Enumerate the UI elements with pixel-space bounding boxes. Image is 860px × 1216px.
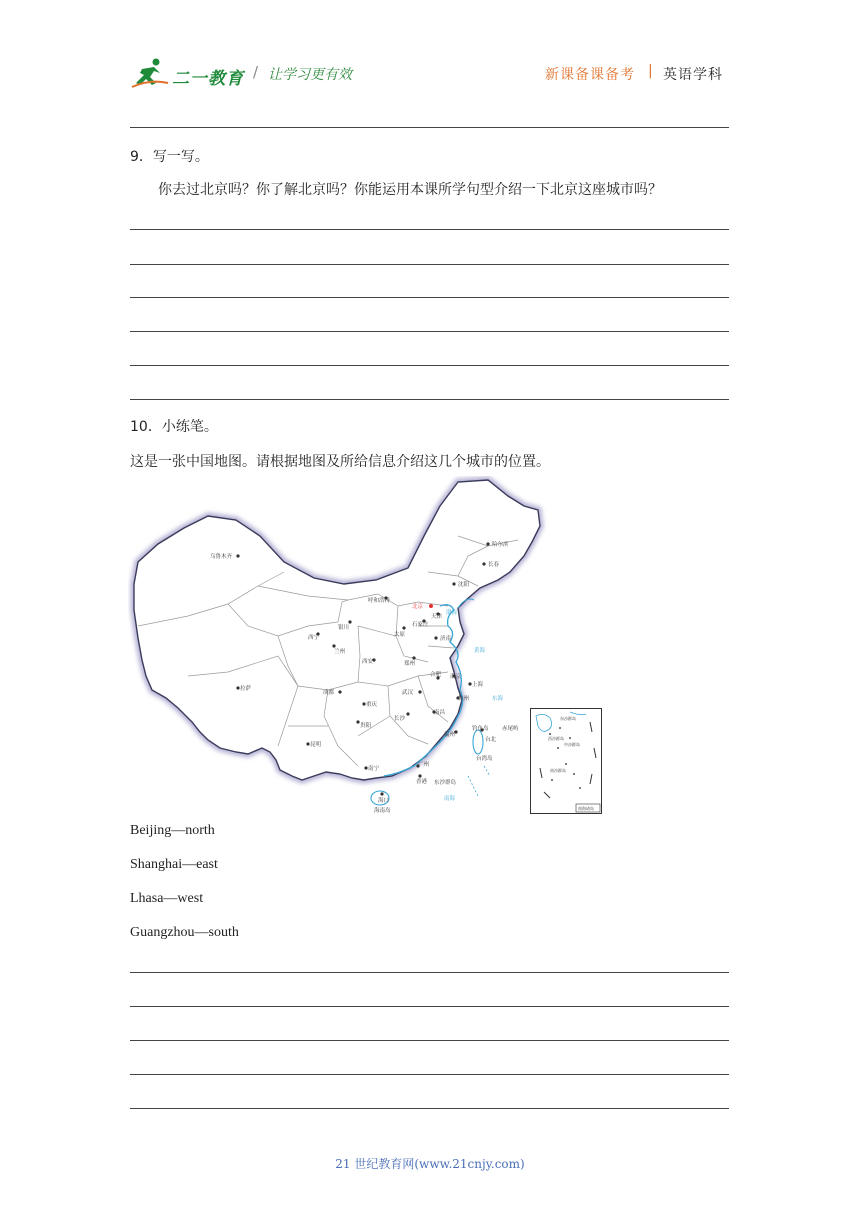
city-jinan: 济南 — [440, 636, 452, 642]
city-shanghai: 上海 — [472, 682, 484, 688]
sea-east: 东海 — [492, 696, 504, 702]
city-chengdu: 成都 — [323, 690, 335, 696]
q9-title: 9．写一写。 — [130, 149, 209, 165]
city-nanning: 南宁 — [368, 766, 380, 772]
island-hainan: 海南岛 — [374, 808, 391, 814]
city-chongqing: 重庆 — [366, 702, 378, 708]
city-xian: 西安 — [362, 659, 374, 665]
city-guiyang: 贵阳 — [360, 723, 372, 729]
answer-line[interactable] — [130, 229, 729, 230]
answer-line[interactable] — [130, 1006, 729, 1007]
city-fuzhou: 福州 — [444, 732, 456, 738]
city-guangzhou: 广州 — [418, 762, 430, 768]
answer-line[interactable] — [130, 1040, 729, 1041]
island-chiwei: 赤尾屿 — [502, 726, 519, 732]
answer-line[interactable] — [130, 331, 729, 332]
island-dongsha: 东沙群岛 — [434, 780, 457, 786]
city-urumqi: 乌鲁木齐 — [210, 554, 233, 560]
header-course-label: 新课备课备考 — [545, 67, 635, 83]
sea-south: 南海 — [444, 796, 456, 802]
city-wuhan: 武汉 — [402, 690, 414, 696]
city-lhasa: 拉萨 — [240, 686, 252, 692]
city-yinchuan: 银川 — [338, 625, 350, 631]
south-china-sea-inset — [530, 708, 602, 814]
city-nanchang: 南昌 — [434, 710, 446, 716]
header-slogan: 让学习更有效 — [268, 67, 352, 83]
city-changsha: 长沙 — [394, 716, 406, 722]
city-hangzhou: 杭州 — [458, 696, 470, 702]
taiwan-island — [473, 730, 483, 754]
header-slash: / — [253, 63, 259, 81]
island-diaoyu: 钓鱼岛 — [472, 726, 489, 732]
sea-yellow: 黄海 — [474, 648, 486, 654]
city-haikou: 海口 — [378, 798, 390, 804]
header — [130, 55, 730, 95]
city-shijiazhuang: 石家庄 — [412, 622, 429, 628]
inset-xisha-label: 西沙群岛 — [548, 736, 564, 741]
island-taiwan: 台湾岛 — [476, 756, 493, 762]
city-lanzhou: 兰州 — [334, 649, 346, 655]
clue-beijing: Beijing—north — [130, 823, 215, 838]
inset-zhongsha-label: 中沙群岛 — [564, 742, 580, 747]
city-hongkong: 香港 — [416, 779, 428, 785]
answer-line[interactable] — [130, 399, 729, 400]
answer-line[interactable] — [130, 297, 729, 298]
clue-shanghai: Shanghai—east — [130, 857, 218, 872]
city-xining: 西宁 — [308, 635, 320, 641]
city-changchun: 长春 — [488, 562, 500, 568]
city-beijing: 北京 — [412, 604, 424, 610]
logo-runner-icon — [130, 57, 170, 89]
city-nanjing: 南京 — [450, 674, 462, 680]
q10-prompt: 这是一张中国地图。请根据地图及所给信息介绍这几个城市的位置。 — [130, 454, 550, 470]
clue-lhasa: Lhasa—west — [130, 891, 204, 906]
sea-bohai: 渤海 — [446, 610, 458, 616]
q10-title: 10．小练笔。 — [130, 419, 218, 435]
answer-line[interactable] — [130, 972, 729, 973]
header-separator: | — [648, 63, 653, 79]
city-shenyang: 沈阳 — [458, 582, 470, 588]
city-hohhot: 呼和浩特 — [368, 598, 391, 604]
answer-line[interactable] — [130, 365, 729, 366]
header-rule — [130, 127, 729, 128]
answer-line[interactable] — [130, 1074, 729, 1075]
inset-nansha-label: 南沙群岛 — [550, 768, 566, 773]
city-kunming: 昆明 — [310, 742, 322, 748]
city-tianjin: 天津 — [431, 614, 443, 620]
header-subject: 英语学科 — [663, 67, 723, 83]
city-taiyuan: 太原 — [394, 632, 406, 638]
city-zhengzhou: 郑州 — [404, 661, 416, 667]
q9-prompt: 你去过北京吗？你了解北京吗？你能运用本课所学句型介绍一下北京这座城市吗？ — [158, 182, 662, 198]
inset-dongsha-label: 东沙群岛 — [560, 716, 576, 721]
inset-title: 南海诸岛 — [578, 806, 594, 811]
brand-name: 二一教育 — [172, 69, 244, 89]
city-taibei: 台北 — [485, 737, 497, 743]
clue-guangzhou: Guangzhou—south — [130, 925, 239, 940]
answer-line[interactable] — [130, 264, 729, 265]
city-hefei: 合肥 — [430, 672, 442, 678]
answer-line[interactable] — [130, 1108, 729, 1109]
footer-source[interactable]: 21 世纪教育网(www.21cnjy.com) — [335, 1157, 525, 1171]
city-harbin: 哈尔滨 — [492, 542, 509, 548]
